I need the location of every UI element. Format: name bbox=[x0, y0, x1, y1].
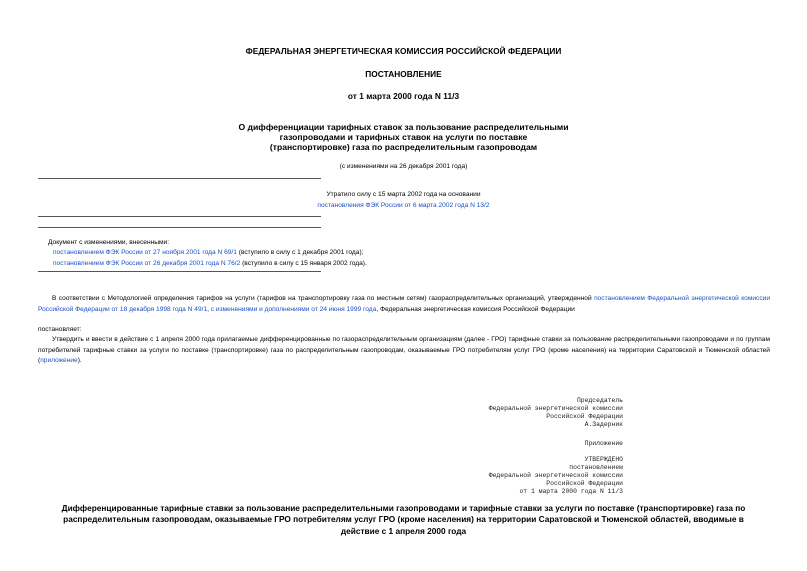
resolution-text: Утвердить и ввести в действие с 1 апреля 2000 года прилагаемые дифференцированные по газораспределительным организациям (далее - ГРО) тарифные ставки за пользование распределительными газопроводами и по группам потребителей тарифные ставки за услуги по поставке (транспортировке) газа по распределительным газопроводам, оказываемые ГРО потребителям услуг ГРО (кроме населения) на территории Саратовской и Тюменской областей ( bbox=[38, 336, 770, 365]
change-note: (вступило в силу с 1 декабря 2001 года); bbox=[236, 249, 364, 256]
divider bbox=[38, 227, 321, 228]
approval-org-1: Федеральной энергетической комиссии bbox=[488, 471, 623, 479]
signature-role: Председатель bbox=[576, 397, 623, 404]
signature-org-1: Федеральной энергетической комиссии bbox=[488, 404, 623, 412]
tariff-title-line-1: Дифференцированные тарифные ставки за пользование распределительными газопроводами и тарифные ставки за услуги по поставке (транспортировке) газа по bbox=[61, 503, 746, 513]
expired-note: Утратило силу с 15 марта 2002 года на основании bbox=[326, 191, 481, 198]
appendix-label: Приложение bbox=[584, 440, 623, 447]
signature-name: А.Задерник bbox=[584, 420, 623, 428]
approved-by: постановлением bbox=[569, 463, 623, 471]
title-line-1: О дифференциации тарифных ставок за пользование распределительными bbox=[238, 122, 569, 132]
changes-intro: Документ с изменениями, внесенными: bbox=[48, 239, 170, 246]
change-item bbox=[53, 248, 363, 257]
appendix-link[interactable]: приложение bbox=[40, 357, 78, 365]
change-link[interactable]: постановлением ФЭК России от 26 декабря 2001 года N 76/2 bbox=[53, 260, 241, 267]
divider bbox=[38, 216, 321, 217]
title-line-2: газопроводами и тарифных ставок на услуги по поставке bbox=[279, 132, 528, 143]
decree-word: постановляет: bbox=[38, 326, 82, 333]
signature-block bbox=[489, 397, 623, 429]
approval-date: от 1 марта 2000 года N 11/3 bbox=[519, 487, 623, 495]
document-date-number: от 1 марта 2000 года N 11/3 bbox=[347, 91, 460, 101]
expiry-basis-link[interactable]: постановления ФЭК России от 6 марта 2002 года N 13/2 bbox=[317, 202, 490, 209]
preamble-text-end: , Федеральная энергетическая комиссия Российской Федерации bbox=[376, 305, 575, 313]
signature-org-2: Российской Федерации bbox=[546, 412, 623, 420]
amendments-link[interactable]: с изменениями и дополнениями от 24 июня 1999 года bbox=[210, 305, 377, 313]
amended-note: (с изменениями на 26 декабря 2001 года) bbox=[339, 163, 468, 170]
separator-text: , bbox=[207, 305, 211, 313]
title-line-3: (транспортировке) газа по распределительным газопроводам bbox=[269, 142, 538, 153]
methodology-link[interactable]: постановлением Федеральной энергетической комиссии Российской Федерации от 18 декабря 1998 года N 49/1 bbox=[38, 295, 771, 313]
approval-org-2: Российской Федерации bbox=[546, 479, 623, 487]
preamble-text: В соответствии с Методологией определения тарифов на услуги (тарифов на транспортировку газа по местным сетям) газораспределительных организаций, утвержденной bbox=[52, 295, 595, 302]
commission-title: ФЕДЕРАЛЬНАЯ ЭНЕРГЕТИЧЕСКАЯ КОМИССИЯ РОССИЙСКОЙ ФЕДЕРАЦИИ bbox=[245, 46, 562, 56]
divider bbox=[38, 271, 321, 272]
tariff-title-line-2: распределительным газопроводам, оказываемые ГРО потребителям услуг ГРО (кроме населения) на территории Саратовской и Тюменской областей, вводимые в bbox=[63, 514, 744, 525]
preamble-paragraph bbox=[38, 294, 770, 315]
divider bbox=[38, 178, 321, 179]
document-title bbox=[0, 122, 807, 153]
tariff-title-line-3: действие с 1 апреля 2000 года bbox=[340, 525, 467, 536]
resolution-paragraph bbox=[38, 335, 770, 367]
change-note: (вступило в силу с 15 января 2002 года). bbox=[240, 260, 367, 267]
tariff-table-title bbox=[30, 503, 777, 537]
document-type: ПОСТАНОВЛЕНИЕ bbox=[365, 69, 442, 79]
change-item bbox=[53, 259, 367, 268]
change-link[interactable]: постановлением ФЭК России от 27 ноября 2001 года N 69/1 bbox=[53, 249, 237, 256]
approval-block bbox=[489, 456, 623, 496]
resolution-text-end: ). bbox=[77, 357, 82, 365]
approved-label: УТВЕРЖДЕНО bbox=[584, 456, 623, 463]
